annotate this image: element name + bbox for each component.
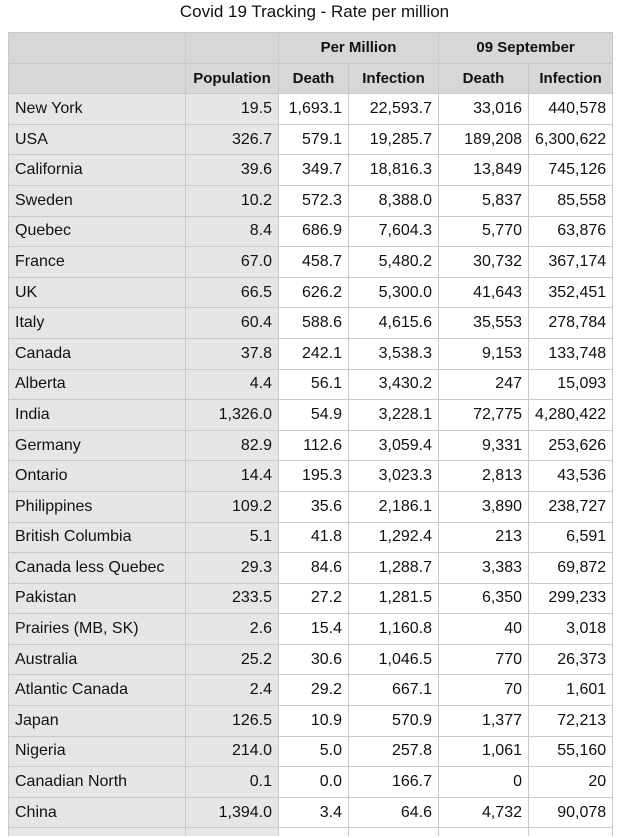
region-name-cell[interactable]: USA bbox=[9, 124, 186, 155]
infection-total-cell[interactable]: 6,300,622 bbox=[529, 124, 613, 155]
region-name-cell[interactable]: British Columbia bbox=[9, 522, 186, 553]
infection-per-million-cell[interactable]: 5,480.2 bbox=[349, 247, 439, 278]
region-name-cell[interactable]: Nigeria bbox=[9, 736, 186, 767]
infection-total-cell[interactable]: 367,174 bbox=[529, 247, 613, 278]
death-total-cell[interactable]: 5,770 bbox=[439, 216, 529, 247]
infection-per-million-cell[interactable]: 570.9 bbox=[349, 706, 439, 737]
region-name-cell[interactable]: Japan bbox=[9, 706, 186, 737]
region-name-cell[interactable]: Philippines bbox=[9, 491, 186, 522]
death-total-cell[interactable]: 770 bbox=[439, 644, 529, 675]
table-row bbox=[9, 614, 613, 645]
empty-cell[interactable] bbox=[439, 828, 529, 837]
region-name-cell[interactable]: Atlantic Canada bbox=[9, 675, 186, 706]
header-cell-empty[interactable] bbox=[186, 33, 279, 64]
infection-total-cell[interactable]: 299,233 bbox=[529, 583, 613, 614]
header-cell-empty[interactable] bbox=[9, 63, 186, 94]
death-per-million-cell[interactable]: 3.4 bbox=[279, 797, 349, 828]
population-cell[interactable]: 14.4 bbox=[186, 461, 279, 492]
population-cell[interactable]: 37.8 bbox=[186, 338, 279, 369]
region-name-cell[interactable]: UK bbox=[9, 277, 186, 308]
table-row bbox=[9, 553, 613, 584]
death-per-million-cell[interactable]: 458.7 bbox=[279, 247, 349, 278]
infection-per-million-cell[interactable]: 5,300.0 bbox=[349, 277, 439, 308]
table-row bbox=[9, 216, 613, 247]
population-cell[interactable]: 67.0 bbox=[186, 247, 279, 278]
death-total-cell[interactable]: 0 bbox=[439, 767, 529, 798]
death-total-cell[interactable]: 3,383 bbox=[439, 553, 529, 584]
infection-per-million-cell[interactable]: 3,228.1 bbox=[349, 400, 439, 431]
header-row-columns bbox=[9, 63, 613, 94]
death-per-million-cell[interactable]: 10.9 bbox=[279, 706, 349, 737]
table-row bbox=[9, 124, 613, 155]
death-total-cell[interactable]: 1,061 bbox=[439, 736, 529, 767]
infection-total-cell[interactable]: 43,536 bbox=[529, 461, 613, 492]
death-total-cell[interactable]: 72,775 bbox=[439, 400, 529, 431]
death-total-cell[interactable]: 213 bbox=[439, 522, 529, 553]
death-total-cell[interactable]: 33,016 bbox=[439, 94, 529, 125]
table-row bbox=[9, 185, 613, 216]
death-total-cell[interactable]: 70 bbox=[439, 675, 529, 706]
header-infection-total[interactable]: Infection bbox=[529, 63, 613, 94]
empty-cell[interactable] bbox=[9, 828, 186, 837]
population-cell[interactable]: 233.5 bbox=[186, 583, 279, 614]
death-per-million-cell[interactable]: 5.0 bbox=[279, 736, 349, 767]
table-row bbox=[9, 155, 613, 186]
header-death-per-million[interactable]: Death bbox=[279, 63, 349, 94]
region-name-cell[interactable]: Sweden bbox=[9, 185, 186, 216]
death-total-cell[interactable]: 247 bbox=[439, 369, 529, 400]
region-name-cell[interactable]: New York bbox=[9, 94, 186, 125]
infection-total-cell[interactable]: 253,626 bbox=[529, 430, 613, 461]
empty-cell[interactable] bbox=[529, 828, 613, 837]
table-row bbox=[9, 736, 613, 767]
header-population[interactable]: Population bbox=[186, 63, 279, 94]
death-total-cell[interactable]: 5,837 bbox=[439, 185, 529, 216]
region-name-cell[interactable]: France bbox=[9, 247, 186, 278]
table-row bbox=[9, 308, 613, 339]
death-per-million-cell[interactable]: 30.6 bbox=[279, 644, 349, 675]
header-death-total[interactable]: Death bbox=[439, 63, 529, 94]
table-row bbox=[9, 797, 613, 828]
infection-total-cell[interactable]: 69,872 bbox=[529, 553, 613, 584]
death-total-cell[interactable]: 9,331 bbox=[439, 430, 529, 461]
empty-cell[interactable] bbox=[186, 828, 279, 837]
table-row bbox=[9, 491, 613, 522]
death-total-cell[interactable]: 2,813 bbox=[439, 461, 529, 492]
infection-per-million-cell[interactable]: 1,281.5 bbox=[349, 583, 439, 614]
death-per-million-cell[interactable]: 35.6 bbox=[279, 491, 349, 522]
table-row bbox=[9, 767, 613, 798]
table-row bbox=[9, 400, 613, 431]
infection-per-million-cell[interactable]: 64.6 bbox=[349, 797, 439, 828]
population-cell[interactable]: 1,394.0 bbox=[186, 797, 279, 828]
infection-per-million-cell[interactable]: 3,059.4 bbox=[349, 430, 439, 461]
infection-per-million-cell[interactable]: 166.7 bbox=[349, 767, 439, 798]
region-name-cell[interactable]: Australia bbox=[9, 644, 186, 675]
population-cell[interactable]: 19.5 bbox=[186, 94, 279, 125]
region-name-cell[interactable]: Quebec bbox=[9, 216, 186, 247]
death-total-cell[interactable]: 4,732 bbox=[439, 797, 529, 828]
infection-per-million-cell[interactable]: 22,593.7 bbox=[349, 94, 439, 125]
table-row bbox=[9, 94, 613, 125]
region-name-cell[interactable]: China bbox=[9, 797, 186, 828]
death-per-million-cell[interactable]: 56.1 bbox=[279, 369, 349, 400]
death-total-cell[interactable]: 13,849 bbox=[439, 155, 529, 186]
empty-cell[interactable] bbox=[349, 828, 439, 837]
infection-total-cell[interactable]: 85,558 bbox=[529, 185, 613, 216]
region-name-cell[interactable]: Canada bbox=[9, 338, 186, 369]
region-name-cell[interactable]: Canadian North bbox=[9, 767, 186, 798]
table-row bbox=[9, 430, 613, 461]
population-cell[interactable]: 10.2 bbox=[186, 185, 279, 216]
infection-total-cell[interactable]: 72,213 bbox=[529, 706, 613, 737]
infection-per-million-cell[interactable]: 1,288.7 bbox=[349, 553, 439, 584]
data-table bbox=[8, 32, 613, 836]
population-cell[interactable]: 25.2 bbox=[186, 644, 279, 675]
infection-per-million-cell[interactable]: 7,604.3 bbox=[349, 216, 439, 247]
table-row bbox=[9, 644, 613, 675]
population-cell[interactable]: 5.1 bbox=[186, 522, 279, 553]
header-group-per-million[interactable]: Per Million bbox=[279, 33, 439, 64]
infection-total-cell[interactable]: 133,748 bbox=[529, 338, 613, 369]
death-per-million-cell[interactable]: 41.8 bbox=[279, 522, 349, 553]
header-infection-per-million[interactable]: Infection bbox=[349, 63, 439, 94]
death-per-million-cell[interactable]: 0.0 bbox=[279, 767, 349, 798]
death-total-cell[interactable]: 3,890 bbox=[439, 491, 529, 522]
table-row bbox=[9, 706, 613, 737]
death-total-cell[interactable]: 189,208 bbox=[439, 124, 529, 155]
death-per-million-cell[interactable]: 112.6 bbox=[279, 430, 349, 461]
table-row bbox=[9, 583, 613, 614]
infection-total-cell[interactable]: 6,591 bbox=[529, 522, 613, 553]
table-row bbox=[9, 277, 613, 308]
infection-per-million-cell[interactable]: 2,186.1 bbox=[349, 491, 439, 522]
infection-per-million-cell[interactable]: 3,430.2 bbox=[349, 369, 439, 400]
region-name-cell[interactable]: Italy bbox=[9, 308, 186, 339]
region-name-cell[interactable]: India bbox=[9, 400, 186, 431]
infection-total-cell[interactable]: 4,280,422 bbox=[529, 400, 613, 431]
population-cell[interactable]: 66.5 bbox=[186, 277, 279, 308]
population-cell[interactable]: 4.4 bbox=[186, 369, 279, 400]
death-per-million-cell[interactable]: 84.6 bbox=[279, 553, 349, 584]
table-row bbox=[9, 461, 613, 492]
death-total-cell[interactable]: 35,553 bbox=[439, 308, 529, 339]
table-row bbox=[9, 522, 613, 553]
region-name-cell[interactable]: Ontario bbox=[9, 461, 186, 492]
infection-per-million-cell[interactable]: 19,285.7 bbox=[349, 124, 439, 155]
infection-total-cell[interactable]: 278,784 bbox=[529, 308, 613, 339]
infection-total-cell[interactable]: 55,160 bbox=[529, 736, 613, 767]
death-per-million-cell[interactable]: 54.9 bbox=[279, 400, 349, 431]
region-name-cell[interactable]: Prairies (MB, SK) bbox=[9, 614, 186, 645]
infection-total-cell[interactable]: 20 bbox=[529, 767, 613, 798]
death-per-million-cell[interactable]: 588.6 bbox=[279, 308, 349, 339]
death-total-cell[interactable]: 41,643 bbox=[439, 277, 529, 308]
death-per-million-cell[interactable]: 349.7 bbox=[279, 155, 349, 186]
population-cell[interactable]: 82.9 bbox=[186, 430, 279, 461]
death-per-million-cell[interactable]: 242.1 bbox=[279, 338, 349, 369]
infection-total-cell[interactable]: 15,093 bbox=[529, 369, 613, 400]
infection-per-million-cell[interactable]: 1,046.5 bbox=[349, 644, 439, 675]
population-cell[interactable]: 326.7 bbox=[186, 124, 279, 155]
infection-per-million-cell[interactable]: 667.1 bbox=[349, 675, 439, 706]
empty-cell[interactable] bbox=[279, 828, 349, 837]
table-row bbox=[9, 675, 613, 706]
death-per-million-cell[interactable]: 195.3 bbox=[279, 461, 349, 492]
death-per-million-cell[interactable]: 1,693.1 bbox=[279, 94, 349, 125]
death-per-million-cell[interactable]: 579.1 bbox=[279, 124, 349, 155]
infection-per-million-cell[interactable]: 1,160.8 bbox=[349, 614, 439, 645]
infection-total-cell[interactable]: 745,126 bbox=[529, 155, 613, 186]
infection-per-million-cell[interactable]: 8,388.0 bbox=[349, 185, 439, 216]
death-total-cell[interactable]: 6,350 bbox=[439, 583, 529, 614]
infection-per-million-cell[interactable]: 18,816.3 bbox=[349, 155, 439, 186]
header-row-groups bbox=[9, 33, 613, 64]
table-row-empty bbox=[9, 828, 613, 837]
death-per-million-cell[interactable]: 686.9 bbox=[279, 216, 349, 247]
infection-total-cell[interactable]: 238,727 bbox=[529, 491, 613, 522]
infection-total-cell[interactable]: 352,451 bbox=[529, 277, 613, 308]
population-cell[interactable]: 126.5 bbox=[186, 706, 279, 737]
infection-per-million-cell[interactable]: 3,538.3 bbox=[349, 338, 439, 369]
table-row bbox=[9, 338, 613, 369]
infection-per-million-cell[interactable]: 4,615.6 bbox=[349, 308, 439, 339]
death-total-cell[interactable]: 40 bbox=[439, 614, 529, 645]
infection-total-cell[interactable]: 3,018 bbox=[529, 614, 613, 645]
infection-total-cell[interactable]: 440,578 bbox=[529, 94, 613, 125]
population-cell[interactable]: 0.1 bbox=[186, 767, 279, 798]
death-total-cell[interactable]: 1,377 bbox=[439, 706, 529, 737]
death-total-cell[interactable]: 30,732 bbox=[439, 247, 529, 278]
region-name-cell[interactable]: Pakistan bbox=[9, 583, 186, 614]
population-cell[interactable]: 109.2 bbox=[186, 491, 279, 522]
population-cell[interactable]: 2.4 bbox=[186, 675, 279, 706]
infection-per-million-cell[interactable]: 257.8 bbox=[349, 736, 439, 767]
region-name-cell[interactable]: Canada less Quebec bbox=[9, 553, 186, 584]
region-name-cell[interactable]: Alberta bbox=[9, 369, 186, 400]
infection-total-cell[interactable]: 90,078 bbox=[529, 797, 613, 828]
infection-total-cell[interactable]: 63,876 bbox=[529, 216, 613, 247]
population-cell[interactable]: 8.4 bbox=[186, 216, 279, 247]
region-name-cell[interactable]: Germany bbox=[9, 430, 186, 461]
region-name-cell[interactable]: California bbox=[9, 155, 186, 186]
death-per-million-cell[interactable]: 15.4 bbox=[279, 614, 349, 645]
infection-per-million-cell[interactable]: 3,023.3 bbox=[349, 461, 439, 492]
header-group-date[interactable]: 09 September bbox=[439, 33, 613, 64]
population-cell[interactable]: 214.0 bbox=[186, 736, 279, 767]
sheet-title: Covid 19 Tracking - Rate per million bbox=[179, 2, 450, 21]
population-cell[interactable]: 1,326.0 bbox=[186, 400, 279, 431]
death-per-million-cell[interactable]: 626.2 bbox=[279, 277, 349, 308]
death-per-million-cell[interactable]: 29.2 bbox=[279, 675, 349, 706]
infection-per-million-cell[interactable]: 1,292.4 bbox=[349, 522, 439, 553]
header-cell-empty[interactable] bbox=[9, 33, 186, 64]
death-total-cell[interactable]: 9,153 bbox=[439, 338, 529, 369]
population-cell[interactable]: 39.6 bbox=[186, 155, 279, 186]
infection-total-cell[interactable]: 1,601 bbox=[529, 675, 613, 706]
infection-total-cell[interactable]: 26,373 bbox=[529, 644, 613, 675]
death-per-million-cell[interactable]: 572.3 bbox=[279, 185, 349, 216]
population-cell[interactable]: 2.6 bbox=[186, 614, 279, 645]
population-cell[interactable]: 60.4 bbox=[186, 308, 279, 339]
table-row bbox=[9, 369, 613, 400]
population-cell[interactable]: 29.3 bbox=[186, 553, 279, 584]
table-row bbox=[9, 247, 613, 278]
death-per-million-cell[interactable]: 27.2 bbox=[279, 583, 349, 614]
